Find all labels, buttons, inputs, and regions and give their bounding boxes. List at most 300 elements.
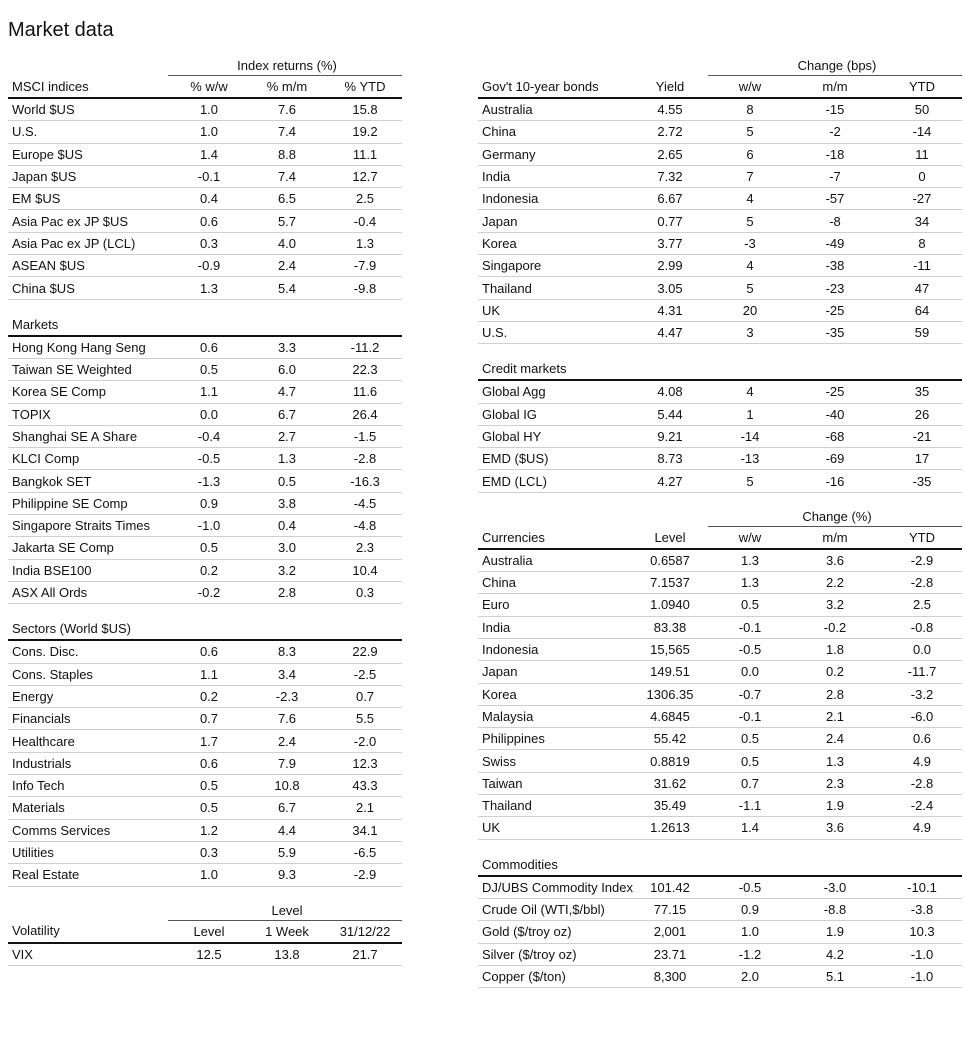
spacer-row <box>478 344 962 359</box>
row-value: 2.3 <box>324 537 402 559</box>
row-label: India <box>478 616 628 638</box>
row-value: 0.77 <box>628 210 708 232</box>
row-value: -0.4 <box>168 425 246 447</box>
row-value: 4.4 <box>246 819 324 841</box>
row-value: -69 <box>788 448 878 470</box>
row-label: Comms Services <box>8 819 168 841</box>
table-row <box>8 232 402 254</box>
table-row <box>478 255 962 277</box>
row-label: Euro <box>478 594 628 616</box>
row-value: 6.0 <box>246 358 324 380</box>
table-row <box>8 98 402 121</box>
row-label: U.S. <box>478 321 628 343</box>
row-value: 1.8 <box>788 638 878 660</box>
spacer <box>8 604 402 619</box>
row-value: 1.1 <box>168 381 246 403</box>
row-label: Singapore <box>478 255 628 277</box>
row-value: -3.8 <box>878 898 962 920</box>
row-value: -11 <box>878 255 962 277</box>
row-value: 59 <box>878 321 962 343</box>
table-row <box>478 616 962 638</box>
row-value: 0.6 <box>168 210 246 232</box>
row-value: 7.4 <box>246 121 324 143</box>
row-label: TOPIX <box>8 403 168 425</box>
row-value: 22.9 <box>324 640 402 663</box>
row-label: EMD (LCL) <box>478 470 628 492</box>
section-title: Markets <box>8 314 168 336</box>
row-value: 1.3 <box>246 448 324 470</box>
row-value: 0.6587 <box>628 549 708 572</box>
row-value: 5.1 <box>788 965 878 987</box>
row-value: -7 <box>788 165 878 187</box>
row-value: -1.1 <box>708 795 788 817</box>
table-row <box>478 470 962 492</box>
row-label: Thailand <box>478 277 628 299</box>
row-value: 3.6 <box>788 817 878 839</box>
row-value: -0.1 <box>708 705 788 727</box>
row-value: 5 <box>708 121 788 143</box>
row-value: 2,001 <box>628 921 708 943</box>
column-header <box>628 854 708 876</box>
row-value: -0.5 <box>708 876 788 899</box>
row-value: -0.2 <box>788 616 878 638</box>
row-value: 0.5 <box>708 750 788 772</box>
row-value: 8.73 <box>628 448 708 470</box>
row-value: 4.7 <box>246 381 324 403</box>
column-header <box>324 618 402 640</box>
column-header <box>246 618 324 640</box>
table-row <box>8 425 402 447</box>
row-value: -4.8 <box>324 515 402 537</box>
row-label: Jakarta SE Comp <box>8 537 168 559</box>
column-header: 31/12/22 <box>324 920 402 943</box>
row-value: 2.1 <box>324 797 402 819</box>
row-value: -35 <box>878 470 962 492</box>
row-value: -1.0 <box>878 943 962 965</box>
table-row <box>8 255 402 277</box>
column-header <box>878 358 962 380</box>
row-value: 11.1 <box>324 143 402 165</box>
row-value: -9.8 <box>324 277 402 299</box>
row-value: -23 <box>788 277 878 299</box>
row-value: -27 <box>878 188 962 210</box>
table-row <box>8 864 402 886</box>
row-value: 64 <box>878 299 962 321</box>
row-value: 0.9 <box>708 898 788 920</box>
column-header: YTD <box>878 526 962 549</box>
row-label: Industrials <box>8 752 168 774</box>
row-value: -0.9 <box>168 255 246 277</box>
column-header <box>708 358 788 380</box>
row-value: 0.5 <box>168 537 246 559</box>
table-row <box>8 841 402 863</box>
row-value: -25 <box>788 299 878 321</box>
row-value: -2.4 <box>878 795 962 817</box>
row-value: 50 <box>878 98 962 121</box>
row-value: 5 <box>708 210 788 232</box>
row-value: 0.6 <box>168 336 246 359</box>
row-value: 0.4 <box>168 188 246 210</box>
row-value: 77.15 <box>628 898 708 920</box>
spacer <box>478 492 962 507</box>
row-value: 8.8 <box>246 143 324 165</box>
row-value: 19.2 <box>324 121 402 143</box>
row-value: -1.0 <box>168 515 246 537</box>
row-value: 0.7 <box>168 708 246 730</box>
row-label: Energy <box>8 685 168 707</box>
row-value: 23.71 <box>628 943 708 965</box>
row-value: -2.9 <box>878 549 962 572</box>
row-label: Thailand <box>478 795 628 817</box>
row-label: Materials <box>8 797 168 819</box>
table-row <box>8 381 402 403</box>
table-row <box>478 772 962 794</box>
table-row <box>478 165 962 187</box>
spacer <box>478 839 962 854</box>
row-value: 8,300 <box>628 965 708 987</box>
table-row <box>478 98 962 121</box>
row-value: -0.5 <box>708 638 788 660</box>
row-label: Taiwan SE Weighted <box>8 358 168 380</box>
row-value: -0.1 <box>708 616 788 638</box>
row-value: 6.5 <box>246 188 324 210</box>
table-row <box>8 403 402 425</box>
row-value: -3.2 <box>878 683 962 705</box>
column-header: m/m <box>788 526 878 549</box>
row-value: 2.5 <box>324 188 402 210</box>
table-row <box>478 143 962 165</box>
row-value: -8 <box>788 210 878 232</box>
table-row <box>8 819 402 841</box>
row-value: 149.51 <box>628 661 708 683</box>
table-row <box>8 188 402 210</box>
row-value: 1.0 <box>168 864 246 886</box>
row-value: 2.2 <box>788 572 878 594</box>
row-label: ASX All Ords <box>8 581 168 603</box>
row-value: 0.0 <box>708 661 788 683</box>
row-label: Japan <box>478 210 628 232</box>
table-row <box>478 921 962 943</box>
row-value: 0 <box>878 165 962 187</box>
row-value: 8 <box>708 98 788 121</box>
row-label: Philippines <box>478 728 628 750</box>
row-value: 15,565 <box>628 638 708 660</box>
section-header-row <box>8 618 402 640</box>
row-value: 1.1 <box>168 663 246 685</box>
row-value: 5 <box>708 470 788 492</box>
row-value: 15.8 <box>324 98 402 121</box>
row-label: China $US <box>8 277 168 299</box>
row-value: -6.5 <box>324 841 402 863</box>
table-row <box>478 705 962 727</box>
row-value: -1.5 <box>324 425 402 447</box>
row-value: -10.1 <box>878 876 962 899</box>
row-value: 0.7 <box>708 772 788 794</box>
row-label: U.S. <box>8 121 168 143</box>
row-value: 0.9 <box>168 492 246 514</box>
table-row <box>8 515 402 537</box>
row-value: 3.6 <box>788 549 878 572</box>
row-label: Singapore Straits Times <box>8 515 168 537</box>
row-value: -3 <box>708 232 788 254</box>
row-value: 10.3 <box>878 921 962 943</box>
table-row <box>478 210 962 232</box>
table-row <box>8 448 402 470</box>
row-value: 0.5 <box>168 775 246 797</box>
row-value: -2.8 <box>878 772 962 794</box>
row-label: Taiwan <box>478 772 628 794</box>
row-value: -25 <box>788 380 878 403</box>
row-label: EM $US <box>8 188 168 210</box>
section-header-row <box>478 76 962 99</box>
row-value: 5.9 <box>246 841 324 863</box>
group-header: Change (%) <box>708 507 962 527</box>
table-row <box>478 594 962 616</box>
row-value: -49 <box>788 232 878 254</box>
row-value: 1.3 <box>708 549 788 572</box>
row-label: Hong Kong Hang Seng <box>8 336 168 359</box>
table-row <box>8 685 402 707</box>
section-title: Gov't 10-year bonds <box>478 76 628 99</box>
row-value: 6.67 <box>628 188 708 210</box>
table-row <box>478 380 962 403</box>
table-row <box>478 750 962 772</box>
row-value: 1.0 <box>168 121 246 143</box>
section-header-row <box>8 920 402 943</box>
row-value: -0.4 <box>324 210 402 232</box>
row-label: Cons. Staples <box>8 663 168 685</box>
row-value: 0.7 <box>324 685 402 707</box>
row-value: 0.5 <box>246 470 324 492</box>
row-value: 3.8 <box>246 492 324 514</box>
left-market-table <box>8 56 402 966</box>
row-value: -11.7 <box>878 661 962 683</box>
row-value: 2.72 <box>628 121 708 143</box>
table-row <box>8 143 402 165</box>
row-value: 1.2613 <box>628 817 708 839</box>
row-value: 7 <box>708 165 788 187</box>
row-value: 5.44 <box>628 403 708 425</box>
column-header <box>788 854 878 876</box>
row-value: 0.2 <box>168 685 246 707</box>
row-label: Australia <box>478 98 628 121</box>
row-value: -2.3 <box>246 685 324 707</box>
table-row <box>478 403 962 425</box>
row-value: 1.4 <box>168 143 246 165</box>
row-label: Korea <box>478 683 628 705</box>
section-header-row <box>478 854 962 876</box>
row-value: -8.8 <box>788 898 878 920</box>
row-label: Crude Oil (WTI,$/bbl) <box>478 898 628 920</box>
section-title: Commodities <box>478 854 628 876</box>
row-value: 0.2 <box>168 559 246 581</box>
row-label: Bangkok SET <box>8 470 168 492</box>
row-value: 1.3 <box>788 750 878 772</box>
row-label: China <box>478 121 628 143</box>
row-label: Cons. Disc. <box>8 640 168 663</box>
row-value: 5.5 <box>324 708 402 730</box>
row-value: 2.4 <box>246 730 324 752</box>
section-title: Sectors (World $US) <box>8 618 168 640</box>
column-header <box>246 314 324 336</box>
row-value: 10.8 <box>246 775 324 797</box>
row-label: UK <box>478 299 628 321</box>
row-label: Asia Pac ex JP (LCL) <box>8 232 168 254</box>
row-value: -16 <box>788 470 878 492</box>
row-label: UK <box>478 817 628 839</box>
table-row <box>478 188 962 210</box>
section-header-row <box>8 76 402 99</box>
row-value: 1.9 <box>788 921 878 943</box>
row-value: -3.0 <box>788 876 878 899</box>
row-value: 2.1 <box>788 705 878 727</box>
group-header: Index returns (%) <box>168 56 402 76</box>
row-value: 1.3 <box>324 232 402 254</box>
table-row <box>478 425 962 447</box>
row-value: -0.5 <box>168 448 246 470</box>
row-label: Japan $US <box>8 165 168 187</box>
column-header: % m/m <box>246 76 324 99</box>
row-value: -57 <box>788 188 878 210</box>
row-value: -2.0 <box>324 730 402 752</box>
column-header: w/w <box>708 526 788 549</box>
group-header-row <box>8 56 402 76</box>
row-value: 3.2 <box>246 559 324 581</box>
row-value: 4.08 <box>628 380 708 403</box>
table-row <box>478 277 962 299</box>
row-label: Korea <box>478 232 628 254</box>
row-value: -2.9 <box>324 864 402 886</box>
row-value: -1.2 <box>708 943 788 965</box>
row-value: 4.9 <box>878 750 962 772</box>
row-value: 13.8 <box>246 943 324 966</box>
row-label: Europe $US <box>8 143 168 165</box>
row-value: 11.6 <box>324 381 402 403</box>
table-row <box>478 943 962 965</box>
row-value: 3 <box>708 321 788 343</box>
table-row <box>478 121 962 143</box>
row-label: KLCI Comp <box>8 448 168 470</box>
row-value: 4.47 <box>628 321 708 343</box>
table-row <box>8 559 402 581</box>
row-label: Gold ($/troy oz) <box>478 921 628 943</box>
row-value: -68 <box>788 425 878 447</box>
table-row <box>478 683 962 705</box>
group-header: Level <box>168 901 402 921</box>
table-row <box>8 640 402 663</box>
row-value: 6.7 <box>246 797 324 819</box>
row-value: 1.0 <box>708 921 788 943</box>
row-value: 9.3 <box>246 864 324 886</box>
row-value: 0.6 <box>878 728 962 750</box>
row-value: 17 <box>878 448 962 470</box>
spacer-row <box>478 492 962 507</box>
row-label: India BSE100 <box>8 559 168 581</box>
row-label: China <box>478 572 628 594</box>
row-label: Financials <box>8 708 168 730</box>
table-row <box>478 638 962 660</box>
table-row <box>478 728 962 750</box>
table-row <box>8 797 402 819</box>
row-label: Asia Pac ex JP $US <box>8 210 168 232</box>
row-value: 10.4 <box>324 559 402 581</box>
table-row <box>478 321 962 343</box>
row-label: Utilities <box>8 841 168 863</box>
row-value: 35 <box>878 380 962 403</box>
table-row <box>478 965 962 987</box>
row-label: Copper ($/ton) <box>478 965 628 987</box>
row-value: 9.21 <box>628 425 708 447</box>
row-value: 26 <box>878 403 962 425</box>
table-row <box>8 121 402 143</box>
row-value: 0.5 <box>708 594 788 616</box>
row-value: 34.1 <box>324 819 402 841</box>
table-row <box>8 210 402 232</box>
row-value: 7.32 <box>628 165 708 187</box>
row-value: 0.3 <box>324 581 402 603</box>
row-value: 0.8819 <box>628 750 708 772</box>
table-row <box>8 708 402 730</box>
row-value: 6.7 <box>246 403 324 425</box>
row-value: 1.7 <box>168 730 246 752</box>
blank <box>478 56 708 76</box>
row-value: 4.2 <box>788 943 878 965</box>
row-value: -0.1 <box>168 165 246 187</box>
row-value: 0.3 <box>168 232 246 254</box>
row-value: 2.8 <box>788 683 878 705</box>
row-label: Shanghai SE A Share <box>8 425 168 447</box>
column-header: m/m <box>788 76 878 99</box>
row-value: 2.65 <box>628 143 708 165</box>
row-value: 2.8 <box>246 581 324 603</box>
row-value: -1.0 <box>878 965 962 987</box>
row-label: DJ/UBS Commodity Index <box>478 876 628 899</box>
row-value: 12.5 <box>168 943 246 966</box>
row-value: 2.7 <box>246 425 324 447</box>
spacer-row <box>478 839 962 854</box>
row-value: -2 <box>788 121 878 143</box>
row-value: -2.8 <box>324 448 402 470</box>
row-value: -11.2 <box>324 336 402 359</box>
row-value: -2.5 <box>324 663 402 685</box>
row-value: -13 <box>708 448 788 470</box>
row-value: 0.6 <box>168 752 246 774</box>
table-row <box>478 898 962 920</box>
row-value: -0.7 <box>708 683 788 705</box>
section-header-row <box>478 358 962 380</box>
row-value: 0.5 <box>168 358 246 380</box>
spacer <box>8 299 402 314</box>
row-value: 11 <box>878 143 962 165</box>
table-row <box>8 358 402 380</box>
column-header: Level <box>628 526 708 549</box>
row-value: 6 <box>708 143 788 165</box>
row-label: World $US <box>8 98 168 121</box>
row-value: 7.4 <box>246 165 324 187</box>
row-value: -6.0 <box>878 705 962 727</box>
row-label: Germany <box>478 143 628 165</box>
row-value: 12.3 <box>324 752 402 774</box>
row-label: Malaysia <box>478 705 628 727</box>
row-value: 4 <box>708 188 788 210</box>
table-row <box>478 448 962 470</box>
table-row <box>8 752 402 774</box>
table-row <box>478 661 962 683</box>
table-row <box>8 165 402 187</box>
row-label: Real Estate <box>8 864 168 886</box>
right-market-table <box>478 56 962 988</box>
spacer-row <box>8 604 402 619</box>
